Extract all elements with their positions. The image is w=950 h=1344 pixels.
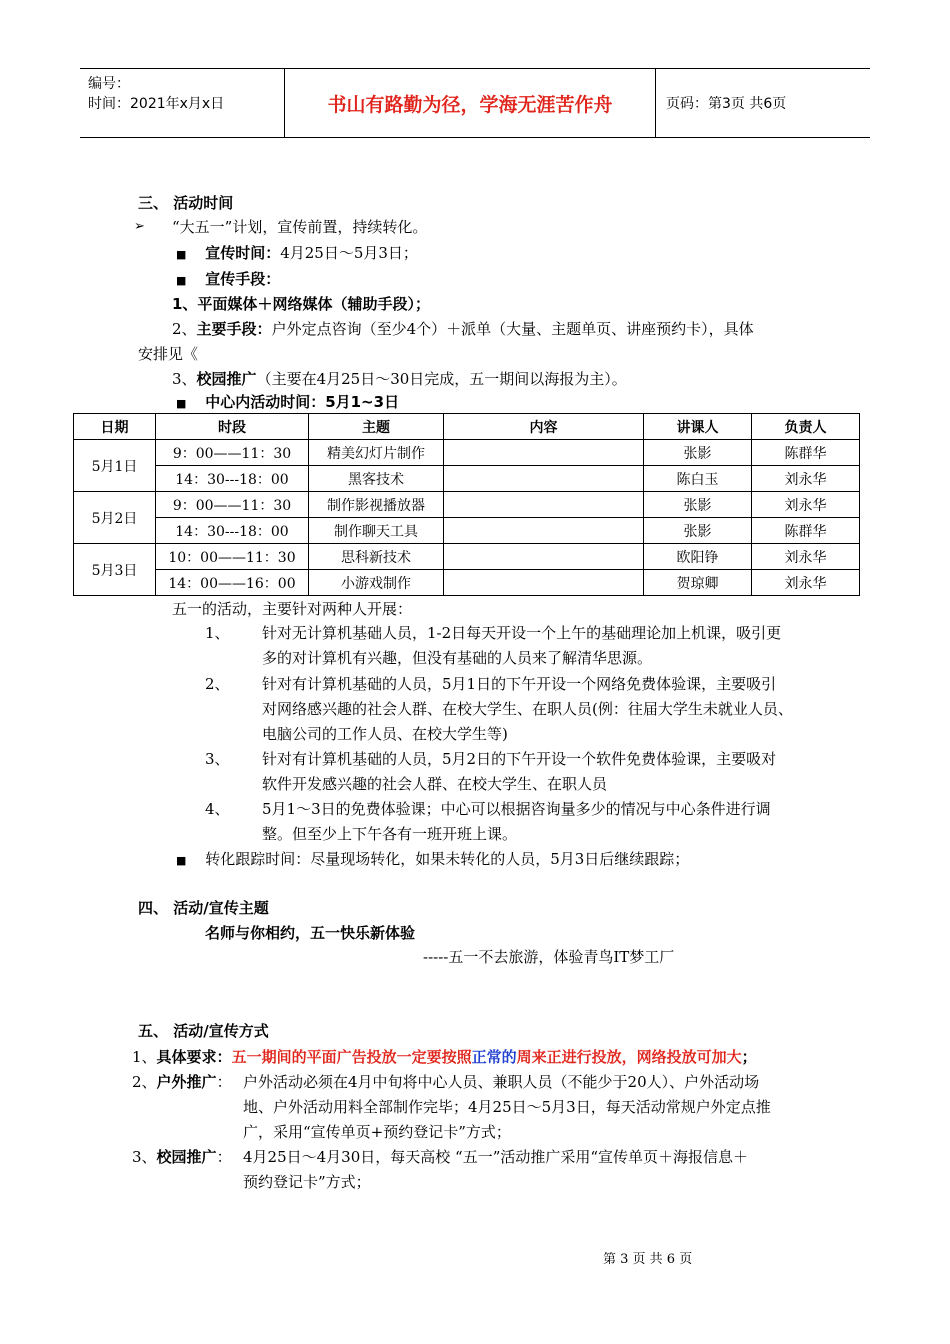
date-cell: 5月1日 <box>74 440 156 492</box>
promo-means-line <box>176 268 280 289</box>
activity-item-number: 1、 <box>205 624 230 642</box>
means-3-prefix: 3、 <box>172 370 197 388</box>
topic-cell: 小游戏制作 <box>309 570 444 596</box>
content-cell <box>444 440 644 466</box>
plan-line <box>134 216 145 234</box>
topic-cell: 制作影视播放器 <box>309 492 444 518</box>
content-cell <box>444 518 644 544</box>
date-cell: 5月2日 <box>74 492 156 544</box>
campus-colon: ： <box>216 1148 232 1166</box>
activities-intro: 五一的活动，主要针对两种人开展： <box>172 600 413 618</box>
requirements-line <box>132 1046 757 1067</box>
means-2-prefix: 2、 <box>172 320 197 338</box>
outdoor-text-line: 广，采用“宣传单页+预约登记卡”方式； <box>243 1123 511 1141</box>
header-info-cell <box>80 69 285 137</box>
table-row <box>74 544 860 570</box>
outdoor-text-line: 户外活动必须在4月中旬将中心人员、兼职人员（不能少于20人）、户外活动场 <box>243 1073 760 1091</box>
section4-title: 四、 活动/宣传主题 <box>138 899 269 917</box>
outdoor-prefix: 2、 <box>132 1073 157 1091</box>
means-3-label: 校园推广 <box>196 370 257 388</box>
square-bullet-icon: ■ <box>176 397 187 410</box>
header-date: 时间：2021年x月x日 <box>88 96 225 112</box>
center-time-label: 中心内活动时间：5月1~3日 <box>205 393 400 411</box>
section3-title: 三、 活动时间 <box>138 194 234 212</box>
activity-item-line: 针对有计算机基础的人员，5月1日的下午开设一个网络免费体验课，主要吸引 <box>262 675 777 693</box>
requirements-red-3: 来正进行投放，网络投放可加大 <box>531 1048 742 1066</box>
campaign-subtitle: -----五一不去旅游，体验青鸟IT梦工厂 <box>423 948 675 966</box>
requirements-label: 具体要求： <box>156 1048 232 1066</box>
col-header-owner: 负责人 <box>752 414 860 440</box>
owner-cell: 刘永华 <box>752 544 860 570</box>
content-cell <box>444 570 644 596</box>
owner-cell: 陈群华 <box>752 518 860 544</box>
speaker-cell: 张影 <box>644 518 752 544</box>
speaker-cell: 陈白玉 <box>644 466 752 492</box>
time-cell: 9：00——11：30 <box>156 440 309 466</box>
header-page-number: 页码：第3页 共6页 <box>666 96 787 112</box>
table-row <box>74 518 860 544</box>
activity-item-number: 3、 <box>205 750 230 768</box>
activity-item-line: 多的对计算机有兴趣，但没有基础的人员来了解清华思源。 <box>262 649 653 667</box>
campus-line <box>132 1146 232 1167</box>
header-motto: 书山有路勤为径，学海无涯苦作舟 <box>327 93 613 116</box>
content-cell <box>444 544 644 570</box>
time-cell: 14：30---18：00 <box>156 466 309 492</box>
topic-cell: 思科新技术 <box>309 544 444 570</box>
table-row <box>74 492 860 518</box>
owner-cell: 刘永华 <box>752 466 860 492</box>
outdoor-line <box>132 1071 232 1092</box>
activity-item-line: 对网络感兴趣的社会人群、在校大学生、在职人员(例：往届大学生未就业人员、 <box>262 700 793 718</box>
table-row <box>74 466 860 492</box>
activity-item-line: 电脑公司的工作人员、在校大学生等) <box>262 725 508 743</box>
promo-time-label: 宣传时间： <box>205 244 281 262</box>
header-page-cell <box>656 69 870 137</box>
topic-cell: 制作聊天工具 <box>309 518 444 544</box>
activity-item-number: 4、 <box>205 800 230 818</box>
speaker-cell: 张影 <box>644 440 752 466</box>
page-footer: 第 3 页 共 6 页 <box>603 1252 693 1267</box>
activity-item-line: 整。但至少上下午各有一班开班上课。 <box>262 825 518 843</box>
requirements-prefix: 1、 <box>132 1048 157 1066</box>
schedule-table <box>73 413 860 596</box>
speaker-cell: 贺琼卿 <box>644 570 752 596</box>
promo-means-label: 宣传手段： <box>205 270 281 288</box>
requirements-end: ； <box>741 1048 757 1066</box>
speaker-cell: 欧阳铮 <box>644 544 752 570</box>
requirements-blue: 正常的 <box>471 1048 517 1066</box>
header-number: 编号： <box>88 76 130 92</box>
means-2-cont: 安排见《 <box>138 345 199 363</box>
activity-item-line: 针对无计算机基础人员，1-2日每天开设一个上午的基础理论加上机课，吸引更 <box>262 624 782 642</box>
plan-text: “大五一”计划，宣传前置，持续转化。 <box>172 218 428 236</box>
campus-label: 校园推广 <box>156 1148 217 1166</box>
square-bullet-icon: ■ <box>176 854 187 867</box>
campus-text-line: 预约登记卡”方式； <box>243 1173 371 1191</box>
outdoor-colon: ： <box>216 1073 232 1091</box>
topic-cell: 黑客技术 <box>309 466 444 492</box>
col-header-speaker: 讲课人 <box>644 414 752 440</box>
page-header <box>80 68 870 138</box>
campaign-theme: 名师与你相约，五一快乐新体验 <box>205 924 416 942</box>
means-2 <box>172 318 754 339</box>
time-cell: 9：00——11：30 <box>156 492 309 518</box>
col-header-topic: 主题 <box>309 414 444 440</box>
owner-cell: 刘永华 <box>752 492 860 518</box>
time-cell: 14：30---18：00 <box>156 518 309 544</box>
requirements-red-2: 周 <box>516 1048 532 1066</box>
activity-item-number: 2、 <box>205 675 230 693</box>
tracking-text: 转化跟踪时间：尽量现场转化，如果未转化的人员，5月3日后继续跟踪； <box>205 850 690 868</box>
outdoor-label: 户外推广 <box>156 1073 217 1091</box>
campus-prefix: 3、 <box>132 1148 157 1166</box>
col-header-content: 内容 <box>444 414 644 440</box>
tracking-line <box>176 848 689 869</box>
content-cell <box>444 466 644 492</box>
means-1: 1、平面媒体＋网络媒体（辅助手段）； <box>172 295 430 313</box>
content-cell <box>444 492 644 518</box>
means-2-text: 户外定点咨询（至少4个）＋派单（大量、主题单页、讲座预约卡），具体 <box>271 320 754 338</box>
table-row <box>74 440 860 466</box>
arrow-bullet-icon: ➢ <box>134 219 145 234</box>
section5-title: 五、 活动/宣传方式 <box>138 1022 269 1040</box>
outdoor-text-line: 地、户外活动用料全部制作完毕；4月25日～5月3日，每天活动常规户外定点推 <box>243 1098 771 1116</box>
table-header-row <box>74 414 860 440</box>
table-row <box>74 570 860 596</box>
col-header-date: 日期 <box>74 414 156 440</box>
owner-cell: 刘永华 <box>752 570 860 596</box>
square-bullet-icon: ■ <box>176 274 187 287</box>
activity-item-line: 5月1～3日的免费体验课；中心可以根据咨询量多少的情况与中心条件进行调 <box>262 800 771 818</box>
owner-cell: 陈群华 <box>752 440 860 466</box>
promo-time-line <box>176 242 418 263</box>
center-time-line <box>176 391 399 412</box>
date-cell: 5月3日 <box>74 544 156 596</box>
time-cell: 10：00——11：30 <box>156 544 309 570</box>
promo-time-value: 4月25日～5月3日； <box>280 244 418 262</box>
col-header-time: 时段 <box>156 414 309 440</box>
speaker-cell: 张影 <box>644 492 752 518</box>
activity-item-line: 软件开发感兴趣的社会人群、在校大学生、在职人员 <box>262 775 608 793</box>
activity-item-line: 针对有计算机基础的人员，5月2日的下午开设一个软件免费体验课，主要吸对 <box>262 750 777 768</box>
square-bullet-icon: ■ <box>176 248 187 261</box>
means-3 <box>172 368 627 389</box>
campus-text-line: 4月25日～4月30日，每天高校 “五一”活动推广采用“宣传单页＋海报信息＋ <box>243 1148 749 1166</box>
means-2-label: 主要手段： <box>196 320 272 338</box>
requirements-red-1: 五一期间的平面广告投放一定要按照 <box>231 1048 472 1066</box>
means-3-text: （主要在4月25日～30日完成，五一期间以海报为主）。 <box>256 370 627 388</box>
header-motto-cell <box>285 69 656 137</box>
time-cell: 14：00——16：00 <box>156 570 309 596</box>
topic-cell: 精美幻灯片制作 <box>309 440 444 466</box>
